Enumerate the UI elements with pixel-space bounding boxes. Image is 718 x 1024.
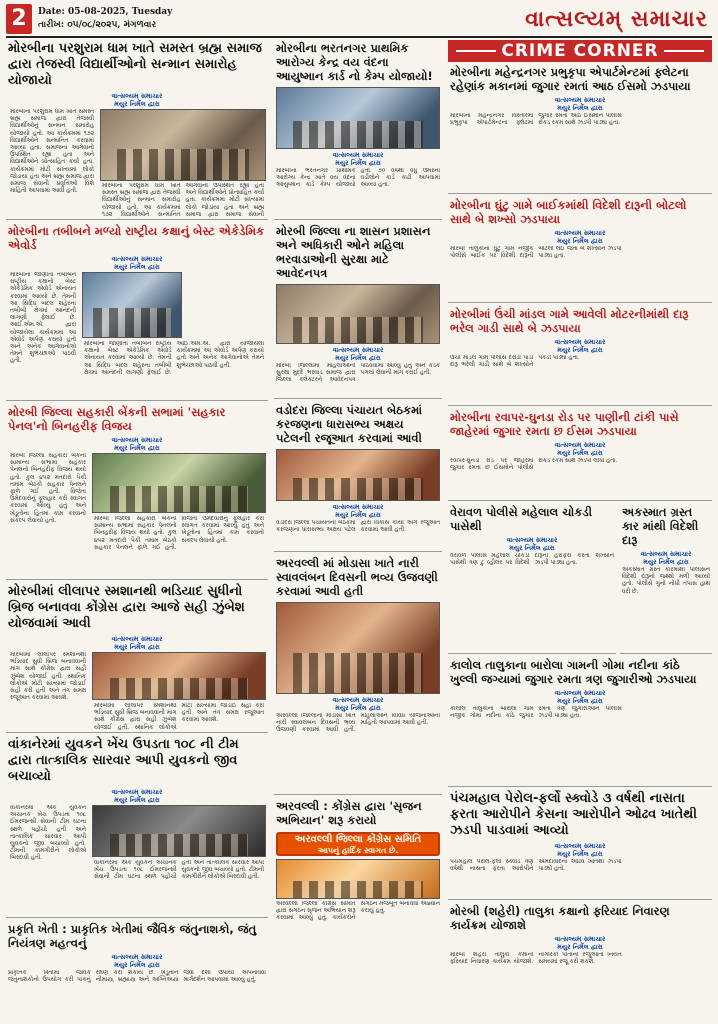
byline: વાત્સલ્યમ્ સમાચાર મયુર નિર્મલ દ્વારા — [332, 503, 384, 519]
byline: વાત્સલ્યમ્ સમાચાર મયુર નિર્મલ દ્વારા — [111, 635, 163, 651]
masthead — [6, 4, 712, 34]
byline: વાત્સલ્યમ્ સમાચાર મયુર નિર્મલ દ્વારા — [554, 441, 606, 457]
story-natural-farming — [6, 921, 268, 1021]
headline: વાંકાનેરમાં યુવકને ખેંચ ઉપડતા ૧૦૮ ની ટીમ દ્વારા તાત્કાલિક સારવાર આપી યુવકનો જીવ બચાવ્યો — [8, 737, 239, 784]
story-body: ઉંચી માંડલ ગામે પોલીસે દરોડો પાડી દારૂ ભરેલી ગાડી સાથે બે શખ્સોને પકડી પાડ્યા હતા. — [450, 355, 580, 369]
story-body: મોરબીના મહેન્દ્રનગર વિસ્તારમાં પ્રભુકૃપા એપાર્ટમેન્ટના ફ્લેટમાં જુગાર રમતા આઠ ઈસમોને પોલીસે રોકડ રકમ સાથે ઝડપી પાડ્યા હતા. — [450, 113, 622, 127]
headline: મોરબીના તબીબને મળ્યો રાષ્ટ્રીય કક્ષાનું બેસ્ટ એકેડેમિક એવોર્ડ — [8, 224, 265, 252]
newspaper-logo: વાત્સલ્યમ્ સમાચાર — [525, 6, 708, 32]
story-grievance-program — [448, 903, 712, 1021]
headline: વડોદરા જિલ્લા પંચાયત બેઠકમાં કરજણના ધારાસભ્ય અક્ષય પટેલની રજૂઆત કરવામાં આવી — [276, 403, 423, 445]
story-brahm-samaj — [6, 40, 268, 220]
byline: વાત્સલ્યમ્ સમાચાર મયુર નિર્મલ દ્વારા — [111, 436, 163, 452]
story-sahakar-panel — [6, 404, 268, 580]
story-doctor-award — [6, 223, 268, 401]
story-health-camp — [274, 40, 442, 220]
banner-subtitle: આપનું હાર્દિક સ્વાગત છે. — [317, 846, 399, 855]
headline: મોરબીમાં ઉંચી માંડલ ગામે આવેલી મોટરનીમાંથી દારૂ ભરેલ ગાડી સાથે બે ઝડપાયા — [450, 307, 689, 335]
story-body: મોરબી તાલુકાના ઘુંટુ ગામ નજીક પોલીસે બાઈક પર વિદેશી દારૂની બોટલો લઈ જતા બે શખ્સોને ઝડપી પાડ્યા હતા. — [450, 246, 622, 260]
story-kalol-gambling — [448, 657, 712, 787]
story-body-cont: મોરબીમાં લીલાપર સ્મશાનથી ભડિયાદ સુધી બ્રિજ બનાવવાની માંગ સાથે કોંગ્રેસ દ્વારા સહી ઝુંબેશ યોજાઈ હતી. સ્થાનિક લોકોએ મોટી સંખ્યામાં જોડાઈ સહી કરી હતી અને તંત્ર સમક્ષ રજૂઆત કરવામાં આવશે. — [94, 703, 264, 731]
celebration-photo — [276, 602, 440, 694]
byline: વાત્સલ્યમ્ સમાચાર મયુર નિર્મલ દ્વારા — [111, 92, 163, 108]
byline: વાત્સલ્યમ્ સમાચાર મયુર નિર્મલ દ્વારા — [111, 788, 163, 804]
story-bridge-signature — [6, 583, 268, 733]
banner-title: અરવલ્લી જિલ્લા કોંગ્રેસ સમિતિ — [294, 834, 422, 845]
story-body: મોરબી જિલ્લામાં મહિલાઓની સુરક્ષા મુદ્દે ભરવાડ સમાજ દ્વારા જિલ્લા કલેક્ટરને આવેદનપત્ર પાઠવવામાં આવ્યું હતું અને કડક પગલાં લેવાની માંગ કરાઈ હતી. — [276, 363, 440, 384]
headline: પંચમહાલ પેરોલ-ફર્લો સ્ક્વોડે ૩ વર્ષથી નાસતા ફરતા આરોપીને કેસના આરોપીને ઓઢવ ખાતેથી ઝડપી પાડવામાં આવ્યો — [450, 791, 697, 838]
ambulance-photo — [92, 805, 266, 857]
story-body: મોરબીના જાણીતા તબીબને રાષ્ટ્રીય કક્ષાનો બેસ્ટ એકેડેમિક એવોર્ડ એનાયત કરવામાં આવ્યો છે. તેમની આ સિદ્ધિ બદલ શહેરના તબીબી ક્ષેત્રમાં આનંદની લાગણી ફેલાઈ છે. આઈ.એમ.એ. દ્વારા યોજાયેલા કાર્યક્રમમાં આ એવોર્ડ અર્પણ કરાયો હતો અને અનેક આગેવાનોએ તેમને શુભેચ્છાઓ પાઠવી હતી. — [10, 272, 76, 365]
panel-photo — [92, 453, 266, 513]
story-body: રવાપર-ઘુનડા રોડ પર જાહેરમાં જુગાર રમતા છ ઈસમોને પોલીસે રોકડ રકમ સાથે ઝડપી લીધા હતા. — [450, 458, 618, 472]
story-body: મોરબીના પરશુરામ ધામ ખાતે સમસ્ત બ્રહ્મ સમાજ દ્વારા તેજસ્વી વિદ્યાર્થીઓનું સન્માન સમારોહ યોજાયો હતો. આ કાર્યક્રમમાં ૧૭૨ વિદ્યાર્થીઓને સન્માનિત કરવામાં આવ્યા હતા. સમાજના આગેવાનો ઉપસ્થિત રહ્યા હતા અને વિદ્યાર્થીઓને પ્રોત્સાહિત કર્યા હતા. કાર્યક્રમમાં મોટી સંખ્યામાં લોકો જોડાયા હતા અને બ્રહ્મ સમાજ દ્વારા સમાજ સેવાની પ્રવૃત્તિઓ વિશે માહિતી આપવામાં આવી હતી. — [10, 109, 94, 195]
congress-banner — [276, 832, 440, 856]
story-body: મોરબીમાં લીલાપર સ્મશાનથી ભડિયાદ સુધી બ્રિજ બનાવવાની માંગ સાથે કોંગ્રેસ દ્વારા સહી ઝુંબેશ યોજાઈ હતી. સ્થાનિક લોકોએ મોટી સંખ્યામાં જોડાઈ સહી કરી હતી અને તંત્ર સમક્ષ રજૂઆત કરવામાં આવશે. — [10, 652, 86, 702]
headline: મોરબીના ઘુંટુ ગામે બાઈકમાંથી વિદેશી દારૂની બોટલો સાથે બે શખ્સો ઝડપાયા — [450, 198, 687, 226]
rally-photo — [276, 859, 440, 899]
story-unchi-mandal — [448, 306, 712, 406]
headline: વેરાવળ પોલીસે મહેલાલ ચોકડી પાસેથી — [450, 505, 593, 533]
story-parole-furlough — [448, 790, 712, 900]
award-photo — [82, 272, 182, 338]
headline: મોરબીના ભરતનગર પ્રાથમિક આરોગ્ય કેન્દ્ર વય વંદના આયુષ્માન કાર્ડ નો કેમ્પ યોજાયો! — [276, 41, 433, 83]
story-women-safety — [274, 223, 442, 399]
byline: વાત્સલ્યમ્ સમાચાર મયુર નિર્મલ દ્વારા — [332, 346, 384, 362]
story-body-cont: મોરબીના પરશુરામ ધામ ખાતે સમસ્ત બ્રહ્મ સમાજ દ્વારા તેજસ્વી વિદ્યાર્થીઓનું સન્માન સમારોહ યોજાયો હતો. આ કાર્યક્રમમાં ૧૭૨ વિદ્યાર્થીઓને સન્માનિત આગેવાનો ઉપસ્થિત રહ્યા હતા અને વિદ્યાર્થીઓને પ્રોત્સાહિત કર્યા હતા. કાર્યક્રમમાં મોટી સંખ્યામાં લોકો જોડાયા હતા અને બ્રહ્મ સમાજ દ્વારા સમાજ સેવાની — [102, 183, 264, 218]
masthead-rule — [6, 36, 712, 38]
headline: અકસ્માત ગ્રસ્ત કાર માંથી વિદેશી દારૂ — [622, 505, 699, 547]
headline: અરવલ્લી માં મોડાસા ખાતે નારી સ્વાવલંબન દિવસની ભવ્ય ઉજવણી કરવામાં આવી હતી — [276, 556, 438, 598]
story-body: અરવલ્લી જિલ્લા કોંગ્રેસ સમિતિ દ્વારા સંગઠન સૃજન અભિયાન શરૂ કરવામાં આવ્યું હતું. કાર્યકરોને સંગઠન મજબૂત બનાવવા આહ્વાન કરાયું હતું. — [276, 901, 440, 922]
byline: વાત્સલ્યમ્ સમાચાર મયુર નિર્મલ દ્વારા — [554, 338, 606, 354]
story-veraval-police — [448, 504, 616, 654]
memorandum-photo — [276, 284, 440, 344]
story-body: મોરબીના ભરતનગર પ્રાથમિક આરોગ્ય કેન્દ્ર ખાતે વય વંદના આયુષ્માન કાર્ડ કેમ્પ યોજાયો હતો. ૭૦ વર્ષથી વધુ ઉંમરના વડીલોને કાર્ડ કાઢી આપવામાં આવ્યા હતા. — [276, 168, 440, 189]
headline: પ્રકૃતિ ખેતી : પ્રાકૃતિક ખેતીમાં જૈવિક જંતુનાશકો, જંતુ નિયંત્રણ મહત્વનું — [8, 922, 257, 950]
story-accident-car — [620, 504, 712, 654]
story-108-rescue — [6, 736, 268, 918]
right-column — [448, 40, 712, 966]
byline: વાત્સલ્યમ્ સમાચાર મયુર નિર્મલ દ્વારા — [554, 842, 606, 858]
event-photo — [100, 109, 266, 181]
date-english: Date: 05-08-2025, Tuesday — [38, 7, 173, 17]
headline: મોરબીના પરશુરામ ધામ ખાતે સમસ્ત બ્રહ્મ સમાજ દ્વારા તેજસ્વી વિદ્યાર્થીઓનો સન્માન સમારોહ યોજાયો — [8, 41, 262, 88]
byline: વાત્સલ્યમ્ સમાચાર મયુર નિર્મલ દ્વારા — [506, 536, 558, 552]
story-nari-swavalamban — [274, 555, 442, 795]
byline: વાત્સલ્યમ્ સમાચાર મયુર નિર્મલ દ્વારા — [111, 953, 163, 969]
headline: મોરબીના રવાપર-ઘુનડા રોડ પર પાણીની ટાંકી પાસે જાહેરમાં જુગાર રમતા છ ઈસમ ઝડપાયા — [450, 410, 679, 438]
story-body: અરવલ્લી જિલ્લાના મોડાસા ખાતે નારી સ્વાવલંબન દિવસની ભવ્ય ઉજવણી કરવામાં આવી હતી. મહિલાઓને વિવિધ યોજનાઓની માહિતી આપવામાં આવી હતી. — [276, 713, 440, 734]
camp-photo — [276, 87, 440, 149]
date-gujarati: તારીખ: ૦૫/૦૮/૨૦૨૫, મંગળવાર — [38, 20, 157, 30]
headline: મોરબીના મહેન્દ્રનગર પ્રભુકૃપા એપાર્ટમેન્ટમાં ફ્લેટના રહેણાંક મકાનમાં જુગાર રમતાં આઠ ઈસમો ઝડપાયા — [450, 65, 691, 93]
byline: વાત્સલ્યમ્ સમાચાર મયુર નિર્મલ દ્વારા — [554, 689, 606, 705]
story-congress-srujan — [274, 798, 442, 1020]
story-body: વાંકાનેરમાં એક યુવકને અચાનક ખેંચ ઉપડતા ૧૦૮ ઈમરજન્સી સેવાની ટીમ ઘટના સ્થળે પહોંચી હતી અને તાત્કાલિક સારવાર આપી યુવકનો જીવ બચાવ્યો હતો. ટીમની કામગીરીને લોકોએ બિરદાવી હતી. — [10, 805, 86, 862]
headline: કાલોલ તાલુકાના બારોલા ગામની ગોમા નદીના કાંઠે ખુલ્લી જગ્યામાં જુગાર રમતા ત્રણ જુગારીઓ ઝડપાયા — [450, 658, 697, 686]
byline: વાત્સલ્યમ્ સમાચાર મયુર નિર્મલ દ્વારા — [554, 96, 606, 112]
story-body: પ્રાકૃતિક ખેતીમાં જૈવિક જંતુનાશકોનો ઉપયોગ કરી પાકનું રક્ષણ કરી શકાય છે. ખેડૂતોને નીમાસ્ત્ર, બ્રહ્માસ્ત્ર અને અગ્નિઅસ્ત્ર જેવા દેશી ઉપાયો અપનાવવા માર્ગદર્શન આપવામાં આવ્યું હતું. — [8, 970, 266, 984]
story-gambling-apartment — [448, 64, 712, 194]
story-body-cont: વાંકાનેરમાં એક યુવકને અચાનક ખેંચ ઉપડતા ૧૦૮ ઈમરજન્સી સેવાની ટીમ ઘટના સ્થળે પહોંચી હતી અને તાત્કાલિક સારવાર આપી યુવકનો જીવ બચાવ્યો હતો. ટીમની કામગીરીને લોકોએ બિરદાવી હતી. — [94, 860, 264, 881]
crime-corner-banner — [448, 40, 712, 62]
story-body: અકસ્માત ગ્રસ્ત કારમાંથી પોલીસને વિદેશી દારૂનો જથ્થો મળી આવ્યો હતો. પોલીસે ગુનો નોંધી તપાસ હાથ ધરી છે. — [622, 567, 710, 595]
story-body: વડોદરા જિલ્લા પંચાયતની બેઠકમાં કરજણના ધારાસભ્ય અક્ષય પટેલ દ્વારા વિકાસ કાર્યો અંગે રજૂઆત કરવામાં આવી હતી. — [276, 520, 440, 534]
story-body-cont: મોરબીના જાણીતા તબીબને રાષ્ટ્રીય કક્ષાનો બેસ્ટ એકેડેમિક એવોર્ડ એનાયત કરવામાં આવ્યો છે. તેમની આ સિદ્ધિ બદલ શહેરના તબીબી ક્ષેત્રમાં આનંદની લાગણી ફેલાઈ છે. આઈ.એમ.એ. દ્વારા યોજાયેલા કાર્યક્રમમાં આ એવોર્ડ અર્પણ કરાયો હતો અને અનેક આગેવાનોએ તેમને શુભેચ્છાઓ પાઠવી હતી. — [84, 341, 264, 376]
signature-photo — [92, 652, 266, 700]
byline: વાત્સલ્યમ્ સમાચાર મયુર નિર્મલ દ્વારા — [640, 550, 692, 566]
story-ravapar-gambling — [448, 409, 712, 501]
story-body: મોરબી શહેરી તાલુકા કક્ષાનો ફરિયાદ નિવારણ કાર્યક્રમ યોજાશે. નાગરિકો પોતાની રજૂઆતો નિયત સમયમાં રજૂ કરી શકશે. — [450, 952, 622, 966]
headline: મોરબી (શહેરી) તાલુકા કક્ષાનો ફરિયાદ નિવારણ કાર્યક્રમ યોજાશે — [450, 904, 670, 932]
byline: વાત્સલ્યમ્ સમાચાર મયુર નિર્મલ દ્વારા — [332, 151, 384, 167]
dateline — [38, 6, 172, 32]
story-body: કાલોલ તાલુકાના બારોલા ગામ નજીક ગોમા નદીના કાંઠે જુગાર રમતા ત્રણ જુગારીઓને પોલીસે ઝડપી પાડ્યા હતા. — [450, 706, 622, 720]
headline: અરવલ્લી : કોંગ્રેસ દ્વારા 'સૃજન અભિયાન' શરૂ કરાયો — [276, 799, 422, 827]
story-vadodara-panchayat — [274, 402, 442, 552]
headline: મોરબી જિલ્લા સહકારી બેંકની સભામાં 'સહકાર પેનલ'નો બિનહરીફ વિજય — [8, 405, 226, 433]
byline: વાત્સલ્યમ્ સમાચાર મયુર નિર્મલ દ્વારા — [111, 255, 163, 271]
story-body: પંચમહાલ પેરોલ-ફર્લો સ્ક્વોડે ત્રણ વર્ષથી નાસતા ફરતા આરોપીને અમદાવાદના ઓઢવ ખાતેથી ઝડપી પાડ્યો હતો. — [450, 859, 622, 873]
story-body: મોરબી જિલ્લા સહકારી બેંકની સામાન્ય સભામાં સહકાર પેનલનો બિનહરીફ વિજય થયો હતો. કુલ ૪૫૨ મતદારો પૈકી તમામ બેઠકો સહકાર પેનલને ફાળે ગઈ હતી. વિજેતા ઉમેદવારોનું ફૂલહાર કરી સ્વાગત કરવામાં આવ્યું હતું અને ખેડૂતોના હિતમાં કામ કરવાનો સંકલ્પ લેવાયો હતો. — [10, 453, 86, 524]
byline: વાત્સલ્યમ્ સમાચાર મયુર નિર્મલ દ્વારા — [554, 229, 606, 245]
byline: વાત્સલ્યમ્ સમાચાર મયુર નિર્મલ દ્વારા — [332, 696, 384, 712]
story-body-cont: મોરબી જિલ્લા સહકારી બેંકની સામાન્ય સભામાં સહકાર પેનલનો બિનહરીફ વિજય થયો હતો. કુલ ૪૫૨ મતદારો પૈકી તમામ બેઠકો સહકાર પેનલને ફાળે ગઈ હતી. વિજેતા ઉમેદવારોનું ફૂલહાર કરી સ્વાગત કરવામાં આવ્યું હતું અને ખેડૂતોના હિતમાં કામ કરવાનો સંકલ્પ લેવાયો હતો. — [94, 516, 264, 551]
headline: મોરબી જિલ્લા ના શાસન પ્રશાસન અને અધિકારી ઓને મહિલા ભરવાડાઓની સુરક્ષા માટે આવેદનપત્ર — [276, 224, 431, 280]
byline: વાત્સલ્યમ્ સમાચાર મયુર નિર્મલ દ્વારા — [554, 935, 606, 951]
story-ghuntu-liquor — [448, 197, 712, 303]
page-number: 2 — [6, 4, 32, 34]
crime-corner-title: CRIME CORNER — [501, 41, 659, 61]
story-body: વેરાવળ પોલીસે મહેલાલ ચોકડી પાસેથી ત્રણ ટુ વ્હીલર પર વિદેશી દારૂની હેરાફેરી કરતા શખ્સોને ઝડપી પાડ્યા હતા. — [450, 553, 614, 567]
headline: મોરબીમાં લીલાપર સ્મશાનથી ભડિયાદ સુધીનો બ્રિજ બનાવવા કોંગ્રેસ દ્વારા આજે સહી ઝુંબેશ યોજવામાં આવી — [8, 584, 245, 631]
meeting-photo — [276, 449, 440, 501]
